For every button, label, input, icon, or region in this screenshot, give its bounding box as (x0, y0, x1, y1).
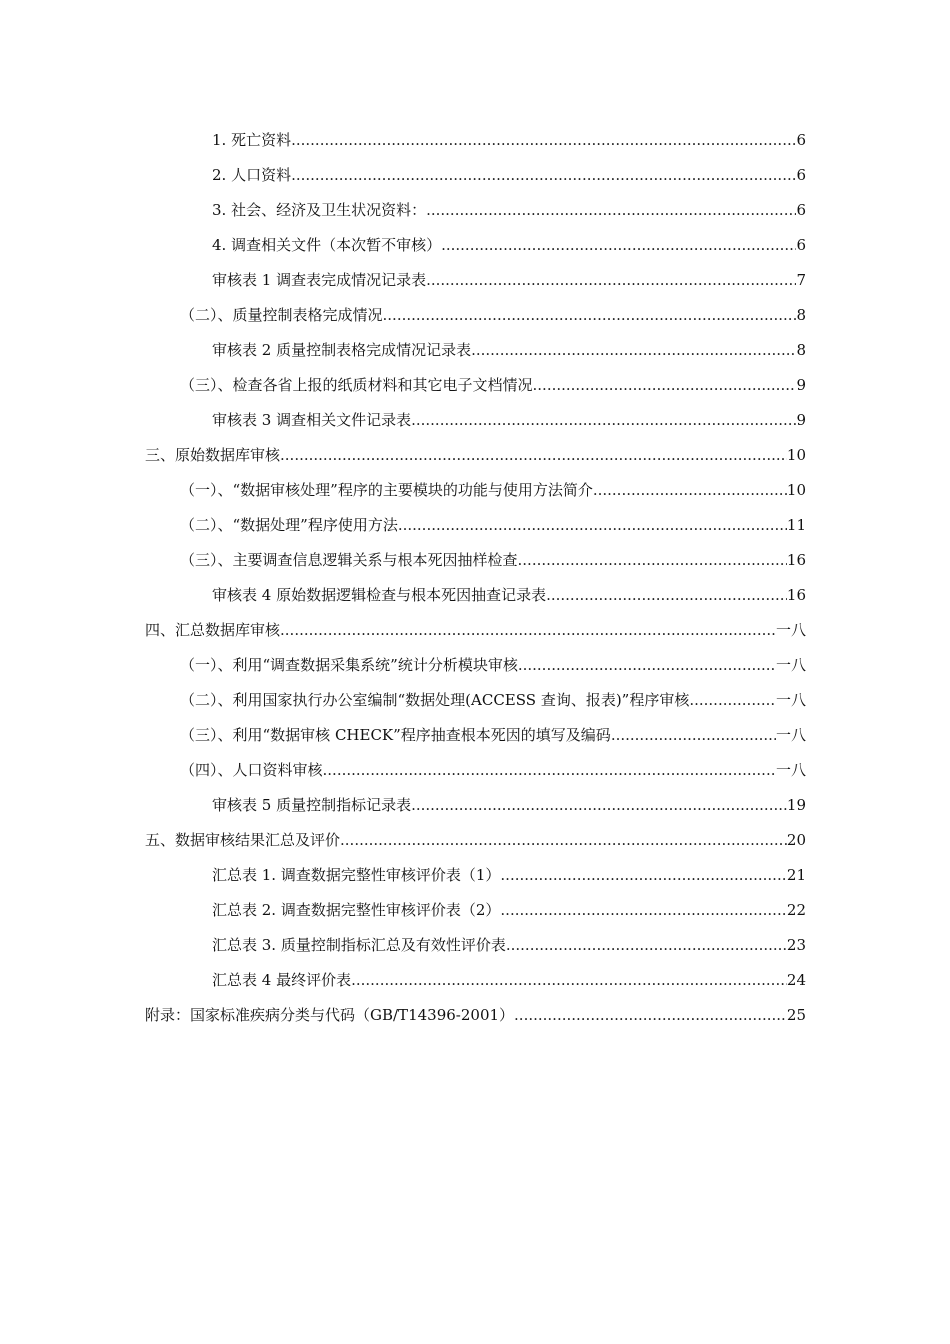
toc-entry[interactable] (0, 925, 950, 955)
toc-dot-leader (411, 795, 787, 815)
toc-entry[interactable] (0, 680, 950, 710)
toc-entry[interactable] (0, 120, 950, 150)
toc-dot-leader (518, 655, 776, 675)
toc-dot-leader (398, 515, 787, 535)
toc-entry-page: 6 (796, 166, 806, 184)
toc-entry-page: 10 (786, 446, 806, 464)
toc-entry-page: 8 (796, 306, 806, 324)
toc-entry[interactable] (0, 995, 950, 1025)
toc-dot-leader (514, 1005, 787, 1025)
toc-entry-page: 一八 (775, 621, 806, 639)
toc-dot-leader (383, 305, 797, 325)
toc-entry-label: 审核表 3 调查相关文件记录表 (212, 411, 412, 429)
toc-entry[interactable] (0, 960, 950, 990)
toc-dot-leader (411, 410, 796, 430)
toc-entry-label: （二）、质量控制表格完成情况 (180, 306, 383, 324)
toc-dot-leader (593, 480, 787, 500)
toc-dot-leader (611, 725, 776, 745)
toc-entry-label: 4. 调查相关文件（本次暂不审核） (212, 236, 442, 254)
toc-dot-leader (506, 935, 787, 955)
toc-entry-page: 7 (796, 271, 806, 289)
toc-entry-label: （三）、利用“数据审核 CHECK”程序抽查根本死因的填写及编码 (180, 726, 611, 744)
toc-entry-page: 一八 (775, 726, 806, 744)
toc-entry[interactable] (0, 295, 950, 325)
toc-entry[interactable] (0, 575, 950, 605)
toc-entry-label: 审核表 2 质量控制表格完成情况记录表 (212, 341, 472, 359)
toc-entry[interactable] (0, 330, 950, 360)
toc-entry-page: 24 (786, 971, 806, 989)
toc-entry[interactable] (0, 505, 950, 535)
toc-entry-page: 6 (796, 201, 806, 219)
toc-entry-page: 9 (796, 411, 806, 429)
toc-entry[interactable] (0, 260, 950, 290)
toc-entry-label: （三）、主要调查信息逻辑关系与根本死因抽样检查 (180, 551, 518, 569)
toc-dot-leader (291, 130, 796, 150)
toc-entry-label: （二）、“数据处理”程序使用方法 (180, 516, 398, 534)
toc-entry-page: 6 (796, 131, 806, 149)
toc-entry-label: 审核表 5 质量控制指标记录表 (212, 796, 412, 814)
toc-entry[interactable] (0, 540, 950, 570)
toc-dot-leader (291, 165, 796, 185)
toc-dot-leader (689, 690, 776, 710)
toc-dot-leader (426, 270, 796, 290)
toc-entry[interactable] (0, 890, 950, 920)
toc-entry-label: 汇总表 3. 质量控制指标汇总及有效性评价表 (212, 936, 506, 954)
toc-entry-page: 一八 (775, 761, 806, 779)
toc-entry[interactable] (0, 435, 950, 465)
toc-entry-label: 汇总表 2. 调查数据完整性审核评价表（2） (212, 901, 501, 919)
toc-entry[interactable] (0, 190, 950, 220)
toc-dot-leader (546, 585, 787, 605)
toc-entry-page: 16 (786, 586, 806, 604)
toc-entry[interactable] (0, 750, 950, 780)
toc-entry-label: 审核表 4 原始数据逻辑检查与根本死因抽查记录表 (212, 586, 547, 604)
toc-entry[interactable] (0, 645, 950, 675)
toc-entry-label: （一）、“数据审核处理”程序的主要模块的功能与使用方法简介 (180, 481, 593, 499)
toc-entry[interactable] (0, 400, 950, 430)
toc-entry-label: 附录：国家标准疾病分类与代码（GB/T14396-2001） (145, 1006, 515, 1024)
toc-entry[interactable] (0, 715, 950, 745)
toc-entry[interactable] (0, 785, 950, 815)
toc-entry-page: 9 (796, 376, 806, 394)
toc-entry-label: 五、数据审核结果汇总及评价 (145, 831, 341, 849)
toc-entry-page: 25 (786, 1006, 806, 1024)
toc-entry-page: 6 (796, 236, 806, 254)
toc-entry-label: 审核表 1 调查表完成情况记录表 (212, 271, 427, 289)
toc-entry[interactable] (0, 225, 950, 255)
toc-entry[interactable] (0, 610, 950, 640)
toc-entry-page: 一八 (775, 691, 806, 709)
toc-entry-label: 四、汇总数据库审核 (145, 621, 281, 639)
toc-dot-leader (280, 620, 776, 640)
toc-entry-label: （二）、利用国家执行办公室编制“数据处理(ACCESS 查询、报表)”程序审核 (180, 691, 690, 709)
toc-dot-leader (323, 760, 776, 780)
toc-entry-page: 一八 (775, 656, 806, 674)
toc-entry-label: 汇总表 1. 调查数据完整性审核评价表（1） (212, 866, 501, 884)
toc-entry-page: 11 (786, 516, 806, 534)
toc-entry-page: 10 (786, 481, 806, 499)
toc-entry-page: 22 (786, 901, 806, 919)
toc-entry-label: （四）、人口资料审核 (180, 761, 323, 779)
toc-entry-page: 20 (786, 831, 806, 849)
toc-entry-page: 8 (796, 341, 806, 359)
toc-entry-label: 汇总表 4 最终评价表 (212, 971, 352, 989)
toc-dot-leader (518, 550, 787, 570)
toc-dot-leader (533, 375, 797, 395)
toc-entry[interactable] (0, 470, 950, 500)
toc-entry-page: 21 (786, 866, 806, 884)
toc-entry-label: （一）、利用“调查数据采集系统”统计分析模块审核 (180, 656, 518, 674)
toc-dot-leader (500, 900, 787, 920)
toc-entry-label: （三）、检查各省上报的纸质材料和其它电子文档情况 (180, 376, 533, 394)
toc-dot-leader (351, 970, 787, 990)
toc-entry-label: 1. 死亡资料 (212, 131, 292, 149)
toc-entry-page: 23 (786, 936, 806, 954)
toc-dot-leader (280, 445, 787, 465)
toc-entry[interactable] (0, 855, 950, 885)
toc-entry[interactable] (0, 820, 950, 850)
toc-dot-leader (340, 830, 787, 850)
toc-dot-leader (441, 235, 796, 255)
toc-entry-page: 16 (786, 551, 806, 569)
toc-entry[interactable] (0, 155, 950, 185)
toc-dot-leader (471, 340, 796, 360)
toc-dot-leader (426, 200, 796, 220)
toc-entry-page: 19 (786, 796, 806, 814)
toc-dot-leader (500, 865, 787, 885)
toc-entry-label: 2. 人口资料 (212, 166, 292, 184)
toc-entry-label: 3. 社会、经济及卫生状况资料： (212, 201, 427, 219)
toc-entry[interactable] (0, 365, 950, 395)
toc-entry-label: 三、原始数据库审核 (145, 446, 281, 464)
